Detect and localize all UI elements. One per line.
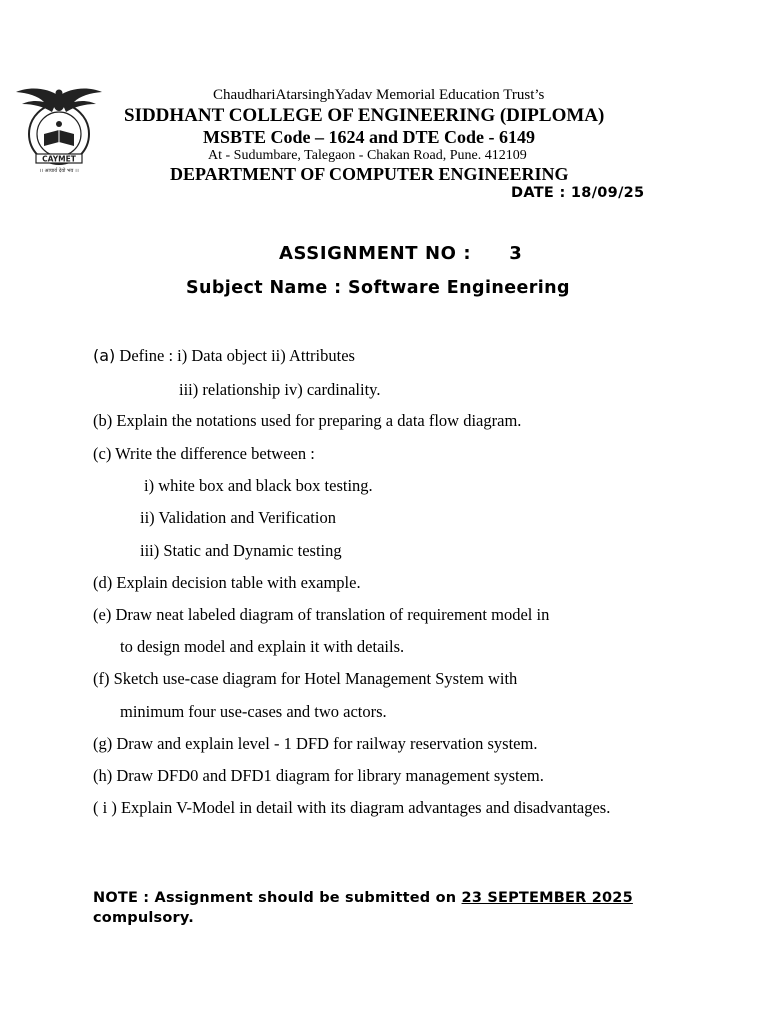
note-deadline: 23 SEPTEMBER 2025 — [461, 890, 633, 906]
question-c-ii: ii) Validation and Verification — [140, 508, 336, 527]
question-c-iii: iii) Static and Dynamic testing — [140, 541, 342, 560]
question-d: (d) Explain decision table with example. — [93, 573, 361, 592]
logo-text: CAYMET — [42, 154, 76, 164]
question-f-continued: minimum four use-cases and two actors. — [120, 702, 387, 721]
logo-motto: ।। आचार्य देवो भव ।। — [39, 168, 79, 174]
college-address: At - Sudumbare, Talegaon - Chakan Road, Pune. 412109 — [208, 148, 527, 163]
question-c-i: i) white box and black box testing. — [144, 476, 373, 495]
department-name: DEPARTMENT OF COMPUTER ENGINEERING — [170, 164, 569, 184]
assignment-title — [279, 243, 522, 264]
question-i: ( i ) Explain V-Model in detail with its diagram advantages and disadvantages. — [93, 798, 611, 817]
trust-name: ChaudhariAtarsinghYadav Memorial Education Trust’s — [213, 87, 545, 103]
submission-note — [93, 890, 633, 906]
question-b: (b) Explain the notations used for preparing a data flow diagram. — [93, 411, 522, 430]
college-name: SIDDHANT COLLEGE OF ENGINEERING (DIPLOMA) — [124, 105, 605, 126]
question-g: (g) Draw and explain level - 1 DFD for railway reservation system. — [93, 734, 538, 753]
subject-name: Subject Name : Software Engineering — [186, 278, 570, 298]
note-suffix: compulsory. — [93, 910, 194, 926]
note-prefix: NOTE : Assignment should be submitted on — [93, 890, 462, 906]
college-logo-icon — [8, 84, 110, 174]
question-a-continued: iii) relationship iv) cardinality. — [179, 380, 381, 399]
assignment-number: 3 — [509, 243, 523, 264]
question-e-continued: to design model and explain it with details. — [120, 637, 405, 656]
question-f: (f) Sketch use-case diagram for Hotel Management System with — [93, 669, 518, 688]
question-a-mark: (a) — [93, 346, 116, 365]
question-e: (e) Draw neat labeled diagram of translation of requirement model in — [93, 605, 550, 624]
assignment-label: ASSIGNMENT NO : — [279, 243, 472, 264]
document-date: DATE : 18/09/25 — [511, 185, 645, 201]
question-a: (a) Define : i) Data object ii) Attributes — [93, 346, 355, 365]
question-c: (c) Write the difference between : — [93, 444, 315, 463]
college-codes: MSBTE Code – 1624 and DTE Code - 6149 — [203, 127, 536, 147]
question-h: (h) Draw DFD0 and DFD1 diagram for library management system. — [93, 766, 544, 785]
